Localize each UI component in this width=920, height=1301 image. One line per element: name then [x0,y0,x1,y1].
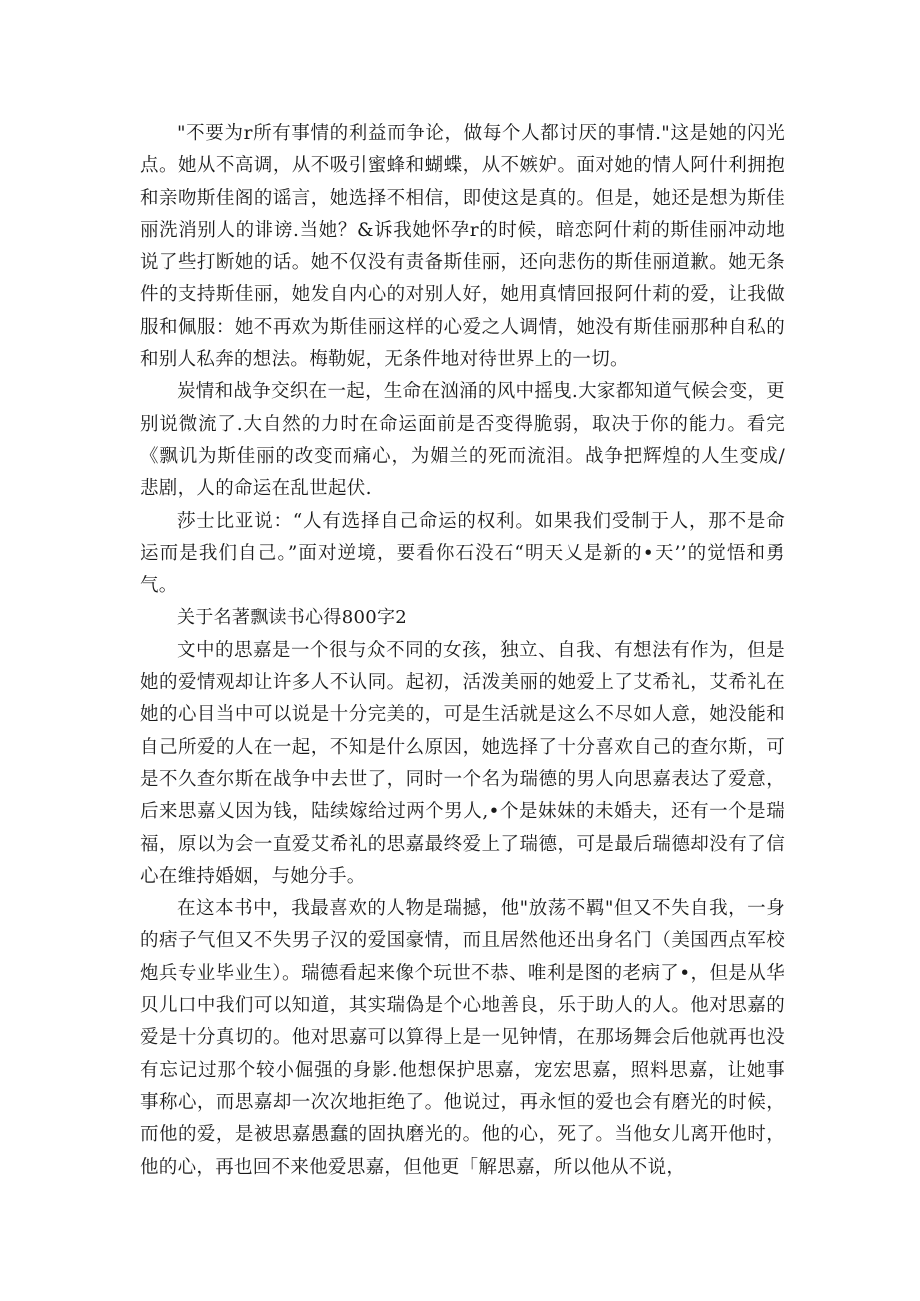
paragraph-5: 在这本书中，我最喜欢的人物是瑞撼，他"放荡不羁"但又不失自我，一身的痞子气但又不失男子汉的爱国豪情，而且居然他还出身名门（美国西点军校炮兵专业毕业生）。瑞德看起来像个玩世不恭、唯利是图的老病了•，但是从华贝儿口中我们可以知道，其实瑞偽是个心地善良，乐于助人的人。他对思嘉的爱是十分真切的。他对思嘉可以算得上是一见钟情，在那场舞会后他就再也没有忘记过那个较小倔强的身影.他想保护思嘉，宠宏思嘉，照料思嘉，让她事事称心，而思嘉却一次次地拒绝了。他说过，再永恒的爱也会有磨光的时候，而他的爱，是被思嘉愚蠢的固执磨光的。他的心，死了。当他女儿离开他时，他的心，再也回不来他爱思嘉，但他更「解思嘉，所以他从不说， [140,898,785,1178]
paragraph-2: 炭情和战争交织在一起，生命在汹涌的风中摇曳.大家都知道气候会变，更别说微流了.大自然的力时在命运面前是否变得脆弱，取决于你的能力。看完《飘讥为斯佳丽的改变而痛心，为媚兰的死而流泪。战争把辉煌的人生变成/悲剧，人的命运在乱世起伏. [140,381,785,500]
paragraph-4: 文中的思嘉是一个很与众不同的女孩，独立、自我、有想法有作为，但是她的爱情观却让许多人不认同。起初，活泼美丽的她爱上了艾希礼，艾希礼在她的心目当中可以说是十分完美的，可是生活就是这么不尽如人意，她没能和自己所爱的人在一起，不知是什么原因，她选择了十分喜欢自己的查尔斯，可是不久查尔斯在战争中去世了，同时一个名为瑞德的男人向思嘉表达了爱意，后来思嘉乂因为钱，陆续嫁给过两个男人,•个是妹妹的未婚夫，还有一个是瑞福，原以为会一直爱艾希礼的思嘉最终爱上了瑞德，可是最后瑞德却没有了信心在维持婚姻，与她分手。 [140,639,785,887]
paragraph-1: "不要为r所有事情的利益而争论，做每个人都讨厌的事情."这是她的闪光点。她从不高调，从不吸引蜜蜂和蝴蝶，从不嫉妒。面对她的情人阿什利拥抱和亲吻斯佳阁的谣言，她选择不相信，即使这是真的。但是，她还是想为斯佳丽洗消别人的诽谤.当她？&诉我她怀孕r的时候，暗恋阿什莉的斯佳丽冲动地说了些打断她的话。她不仅没有责备斯佳丽，还向悲伤的斯佳丽道歉。她无条件的支持斯佳丽，她发自内心的对别人好，她用真情回报阿什莉的爱，让我做服和佩服：她不再欢为斯佳丽这样的心爱之人调情，她没有斯佳丽那种自私的和别人私奔的想法。梅勒妮，无条件地对待世界上的一切。 [140,123,785,371]
section-heading: 关于名著飘读书心得800字2 [177,607,408,629]
document-body [140,118,785,1184]
paragraph-3: 莎士比亚说：“人有选择自己命运的权利。如果我们受制于人，那不是命运而是我们自己。”面对逆境，要看你石没石“明天乂是新的•天’’的觉悟和勇气。 [140,510,785,597]
